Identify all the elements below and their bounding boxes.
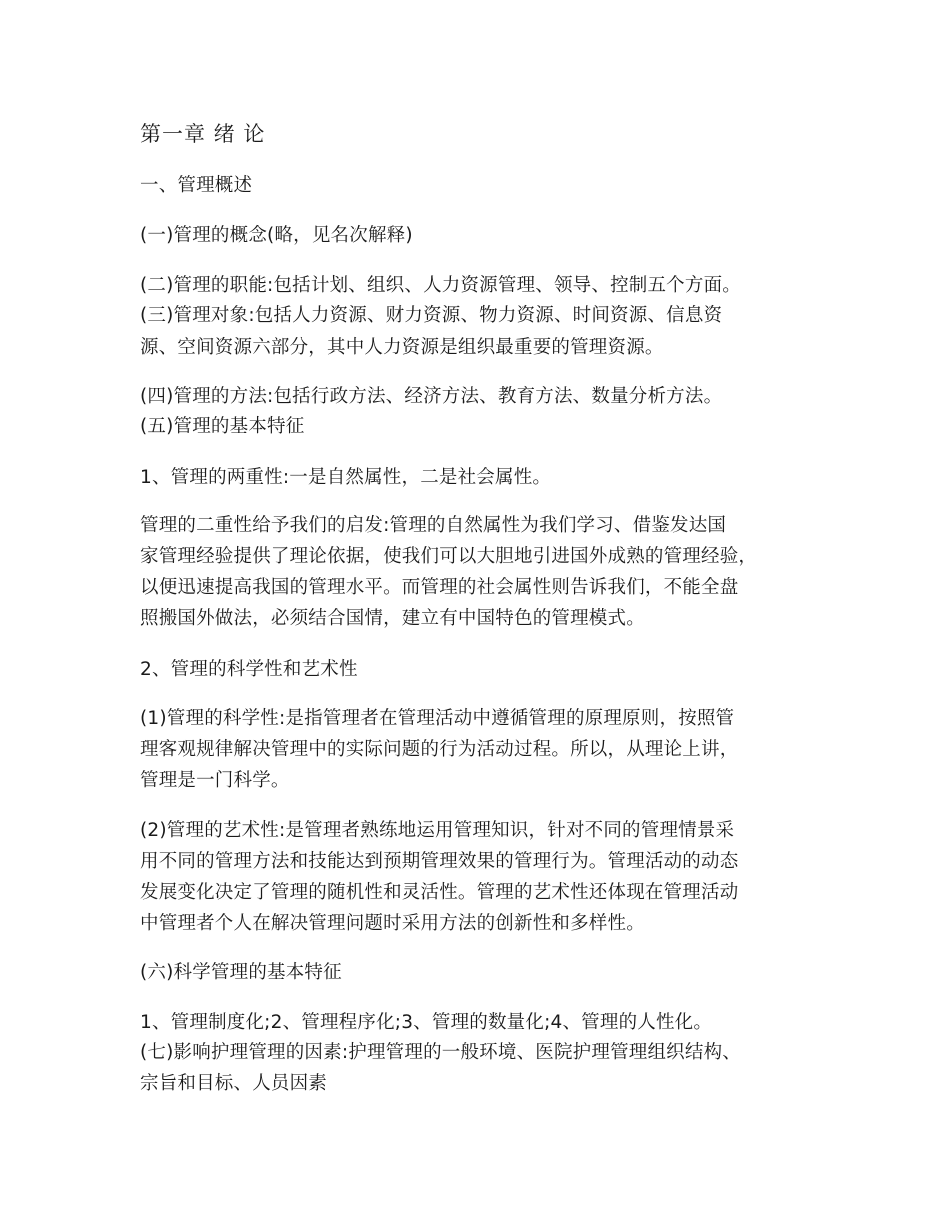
text-line: 家管理经验提供了理论依据，使我们可以大胆地引进国外成熟的管理经验，: [140, 546, 758, 567]
text-line: (2)管理的艺术性:是管理者熟练地运用管理知识，针对不同的管理情景采: [140, 820, 735, 841]
text-line: (四)管理的方法:包括行政方法、经济方法、教育方法、数量分析方法。: [140, 386, 723, 407]
chapter-title: 第一章 绪 论: [140, 122, 266, 146]
text-line: (二)管理的职能:包括计划、组织、人力资源管理、领导、控制五个方面。: [140, 275, 741, 296]
text-line: 源、空间资源六部分，其中人力资源是组织最重要的管理资源。: [140, 337, 664, 358]
text-line: (六)科学管理的基本特征: [140, 962, 342, 983]
text-line: 照搬国外做法，必须结合国情，建立有中国特色的管理模式。: [140, 608, 645, 629]
text-line: 1、管理制度化;2、管理程序化;3、管理的数量化;4、管理的人性化。: [140, 1012, 713, 1033]
text-line: (三)管理对象:包括人力资源、财力资源、物力资源、时间资源、信息资: [140, 305, 723, 326]
text-line: (1)管理的科学性:是指管理者在管理活动中遵循管理的原理原则，按照管: [140, 708, 735, 729]
text-line: 1、管理的两重性:一是自然属性，二是社会属性。: [140, 467, 552, 488]
text-line: 2、管理的科学性和艺术性: [140, 659, 358, 680]
text-line: 管理是一门科学。: [140, 770, 290, 791]
text-line: 宗旨和目标、人员因素: [140, 1073, 328, 1094]
text-line: (七)影响护理管理的因素:护理管理的一般环境、医院护理管理组织结构、: [140, 1042, 741, 1063]
text-line: 管理的二重性给予我们的启发:管理的自然属性为我们学习、借鉴发达国: [140, 515, 727, 536]
text-line: 理客观规律解决管理中的实际问题的行为活动过程。所以，从理论上讲，: [140, 739, 739, 760]
section-heading: 一、管理概述: [140, 175, 253, 196]
text-line: 以便迅速提高我国的管理水平。而管理的社会属性则告诉我们，不能全盘: [140, 577, 739, 598]
text-line: 发展变化决定了管理的随机性和灵活性。管理的艺术性还体现在管理活动: [140, 882, 739, 903]
text-line: (一)管理的概念(略，见名次解释): [140, 225, 413, 246]
text-line: 用不同的管理方法和技能达到预期管理效果的管理行为。管理活动的动态: [140, 851, 739, 872]
text-line: 中管理者个人在解决管理问题时采用方法的创新性和多样性。: [140, 913, 645, 934]
text-line: (五)管理的基本特征: [140, 416, 305, 437]
